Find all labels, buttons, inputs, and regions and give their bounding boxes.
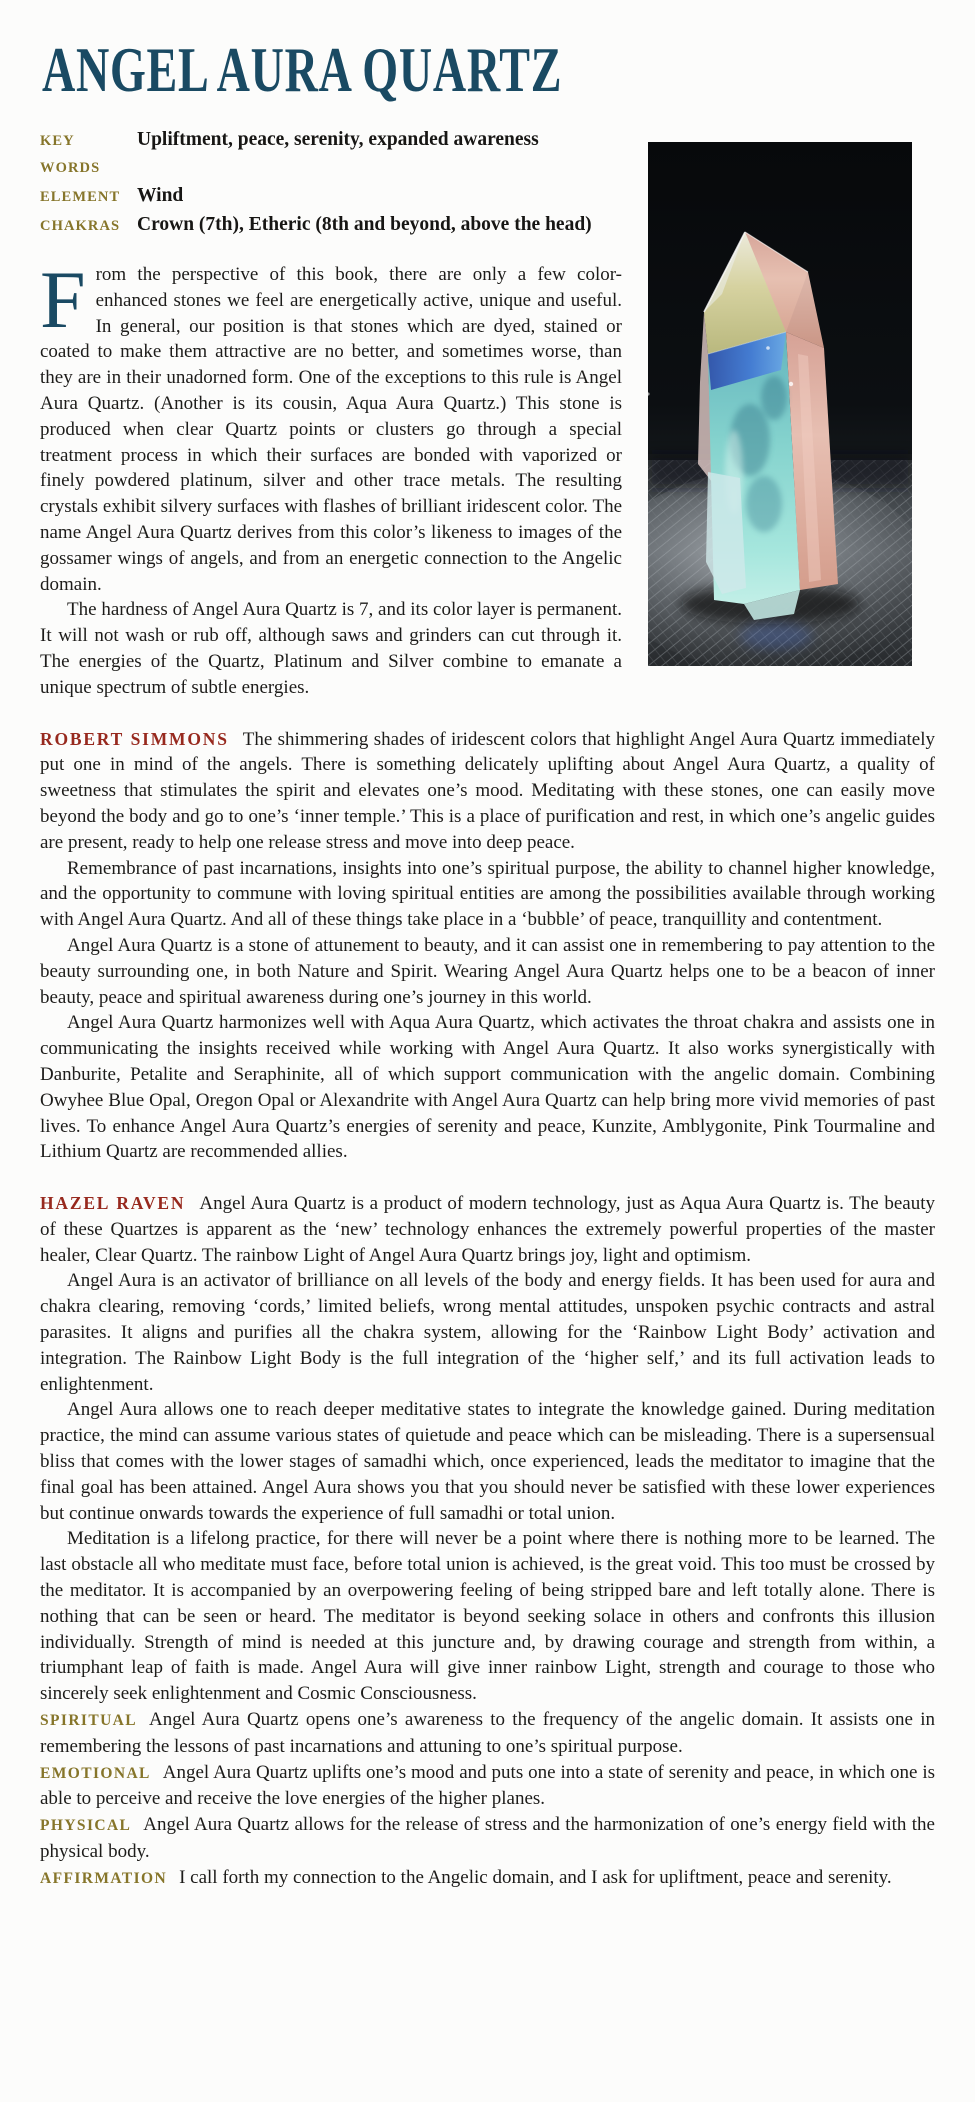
property-label: CHAKRAS [40, 218, 121, 234]
section-label: ROBERT SIMMONS [40, 728, 229, 749]
crystal-illustration [648, 142, 912, 666]
section-paragraph: Angel Aura Quartz harmonizes well with Aqua Aura Quartz, which activates the throat chakra and assists one in communicating the insights received while working with Angel Aura Quartz. It also works synergistically with Danburite, Petalite and Seraphinite, all of which support communication with the angelic domain. Combining Owyhee Blue Opal, Oregon Opal or Alexandrite with Angel Aura Quartz can help bring more vivid memories of past lives. To enhance Angel Aura Quartz’s energies of serenity and peace, Kunzite, Amblygonite, Pink Tourmaline and Lithium Quartz are recommended allies. [40, 1012, 935, 1163]
section-hazel-raven [40, 1191, 935, 1707]
section-paragraph: Angel Aura is an activator of brilliance on all levels of the body and energy fields. It has been used for aura and chakra clearing, removing ‘cords,’ limited beliefs, wrong mental attitudes, unspoken psychic contracts and astral parasites. It aligns and purifies all the chakra system, allowing for the ‘Rainbow Light Body’ activation and integration. The Rainbow Light Body is the full integration of the ‘higher self,’ and its full activation leads to enlightenment. [40, 1270, 935, 1395]
section-paragraph: Meditation is a lifelong practice, for there will never be a point where there is nothing more to be learned. The last obstacle all who meditate must face, before total union is achieved, is the great void. This too must be crossed by the meditator. It is accompanied by an overpowering feeling of being stripped bare and left totally alone. There is nothing that can be seen or heard. The meditator is beyond seeking solace in others and confronts this illusion individually. Strength of mind is needed at this juncture and, by drawing courage and strength from within, a triumphant leap of faith is made. Angel Aura will give inner rainbow Light, strength and courage to those who sincerely seek enlightenment and Cosmic Consciousness. [40, 1528, 935, 1705]
section-paragraph: Remembrance of past incarnations, insights into one’s spiritual purpose, the ability to channel higher knowledge, and the opportunity to commune with loving spiritual entities are among the possibilities available through working with Angel Aura Quartz. And all of these things take place in a ‘bubble’ of peace, tranquillity and contentment. [40, 857, 935, 931]
page-title: ANGEL AURA QUARTZ [42, 34, 563, 105]
section-paragraph [40, 727, 935, 856]
summary-affirmation [40, 1865, 935, 1892]
summary-text: Angel Aura Quartz uplifts one’s mood and puts one into a state of serenity and peace, in which one is able to perceive and receive the love energies of the higher planes. [40, 1761, 935, 1810]
crystal-photo [648, 142, 912, 666]
property-value: Upliftment, peace, serenity, expanded awareness [137, 129, 539, 150]
section-paragraph: Angel Aura allows one to reach deeper meditative states to integrate the knowledge gained. During meditation practice, the mind can assume various states of quietude and peace which can be misleading. There is a supersensual bliss that comes with the lower stages of samadhi which, once experienced, leads the meditator to imagine that the final goal has been attained. Angel Aura shows you that you should never be satisfied with these lower experiences but continue onwards towards the experience of full samadhi or total union. [40, 1399, 935, 1524]
summary-text: Angel Aura Quartz opens one’s awareness to the frequency of the angelic domain. It assists one in remembering the lessons of past incarnations and attuning to one’s spiritual purpose. [40, 1709, 935, 1757]
summary-label: AFFIRMATION [40, 1869, 168, 1887]
summary-emotional [40, 1760, 935, 1813]
drop-cap: F [40, 254, 86, 345]
section-paragraph-text: Angel Aura Quartz is a product of modern technology, just as Aqua Aura Quartz is. The beauty of these Quartzes is apparent as the ‘new’ technology enhances the extremely powerful properties of the master healer, Clear Quartz. The rainbow Light of Angel Aura Quartz brings joy, light and optimism. [40, 1193, 935, 1266]
summary-spiritual [40, 1707, 935, 1760]
intro-paragraph-2: The hardness of Angel Aura Quartz is 7, and its color layer is permanent. It will not wash or rub off, although saws and grinders can cut through it. The energies of the Quartz, Platinum and Silver combine to emanate a unique spectrum of subtle energies. [40, 599, 622, 698]
section-paragraph [40, 1191, 935, 1268]
summary-label: SPIRITUAL [40, 1712, 138, 1730]
section-robert-simmons [40, 727, 935, 1166]
property-label: ELEMENT [40, 189, 121, 205]
intro-paragraph-1-text: rom the perspective of this book, there are only a few color-enhanced stones we feel are energetically active, unique and useful. In general, our position is that stones which are dyed, stained or coated to make them attractive are no better, and sometimes worse, than they are in their unadorned form. One of the exceptions to this rule is Angel Aura Quartz. (Another is its cousin, Aqua Aura Quartz.) This stone is produced when clear Quartz points or clusters go through a special treatment process in which their surfaces are bonded with vaporized or finely powdered platinum, silver and other trace metals. The resulting crystals exhibit silvery surfaces with flashes of brilliant iridescent color. The name Angel Aura Quartz derives from this color’s likeness to images of the gossamer wings of angels, and from an energetic connection to the Angelic domain. [40, 264, 622, 595]
section-paragraph-text: The shimmering shades of iridescent colors that highlight Angel Aura Quartz immediately put one in mind of the angels. There is something delicately uplifting about Angel Aura Quartz, a quality of sweetness that stimulates the spirit and elevates one’s mood. Meditating with these stones, one can easily move beyond the body and go to one’s ‘inner temple.’ This is a place of purification and rest, in which one’s angelic guides are present, ready to help one release stress and move into deep peace. [40, 728, 936, 853]
intro-wrap [40, 126, 935, 701]
property-row-element [40, 182, 622, 211]
section-label: HAZEL RAVEN [40, 1193, 186, 1214]
property-row-chakras [40, 211, 622, 240]
summary-label: PHYSICAL [40, 1817, 132, 1835]
property-value: Crown (7th), Etheric (8th and beyond, above the head) [137, 214, 592, 235]
summary-list [40, 1707, 935, 1892]
property-value: Wind [137, 185, 184, 206]
section-paragraph: Angel Aura Quartz is a stone of attunement to beauty, and it can assist one in remembering to pay attention to the beauty surrounding one, in both Nature and Spirit. Wearing Angel Aura Quartz helps one to be a beacon of inner beauty, peace and spiritual awareness during one’s journey in this world. [40, 934, 935, 1008]
summary-label: EMOTIONAL [40, 1764, 151, 1782]
summary-text: Angel Aura Quartz allows for the release of stress and the harmonization of one’s energy field with the physical body. [40, 1814, 935, 1863]
summary-text: I call forth my connection to the Angelic domain, and I ask for upliftment, peace and serenity. [179, 1866, 892, 1888]
property-label: KEY WORDS [40, 133, 101, 176]
summary-physical [40, 1812, 935, 1865]
property-row-key-words [40, 126, 622, 182]
